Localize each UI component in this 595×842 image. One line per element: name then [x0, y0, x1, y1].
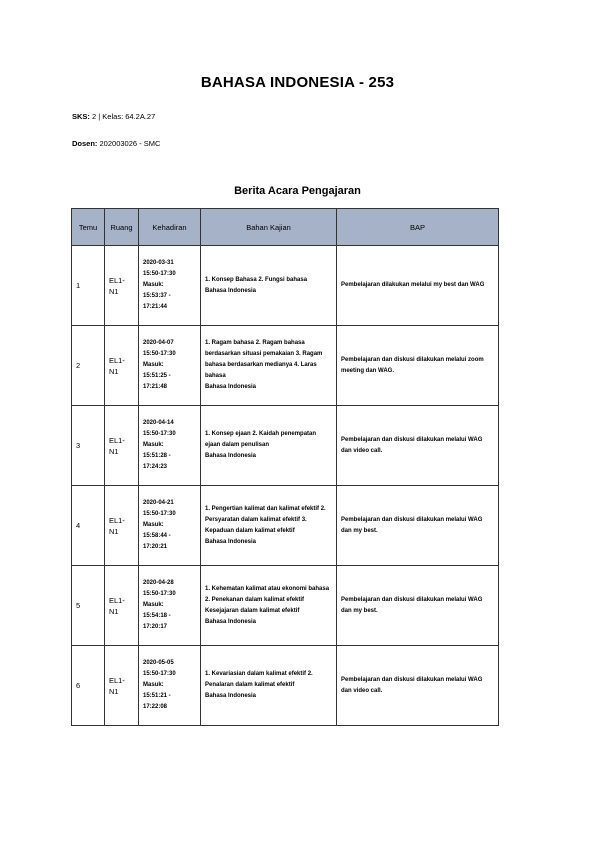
- table-row: [72, 486, 499, 566]
- cell-kehadiran: [139, 406, 201, 486]
- header-temu: Temu: [72, 209, 105, 246]
- attendance-line: 15:58:44 -: [143, 533, 171, 539]
- topic-text: 1. Kehematan kalimat atau ekonomi bahasa 2. Penekanan dalam kalimat efektif Kesejajaran dalam kalimat efektif: [205, 585, 330, 614]
- sks-class-line: [72, 112, 155, 121]
- header-bahan-kajian: Bahan Kajian: [201, 209, 337, 246]
- course-title: BAHASA INDONESIA - 253: [200, 74, 395, 91]
- cell-kehadiran: [139, 566, 201, 646]
- table-row: [72, 246, 499, 326]
- attendance-line: 2020-04-28: [143, 580, 174, 586]
- table-row: [72, 646, 499, 726]
- cell-kehadiran: [139, 326, 201, 406]
- subject-text: Bahasa Indonesia: [205, 287, 257, 294]
- attendance-line: Masuk:: [143, 682, 164, 688]
- cell-bap: Pembelajaran dan diskusi dilakukan melalui zoom meeting dan WAG.: [337, 326, 499, 406]
- attendance-line: 15:50-17:30: [143, 511, 176, 517]
- subject-text: Bahasa Indonesia: [205, 618, 257, 625]
- cell-ruang: EL1-N1: [105, 246, 139, 326]
- table-row: [72, 566, 499, 646]
- attendance-line: Masuk:: [143, 442, 164, 448]
- cell-ruang: EL1-N1: [105, 566, 139, 646]
- header-kehadiran: Kehadiran: [139, 209, 201, 246]
- section-title: Berita Acara Pengajaran: [234, 185, 361, 197]
- subject-text: Bahasa Indonesia: [205, 384, 257, 390]
- cell-ruang: EL1-N1: [105, 326, 139, 406]
- table-row: [72, 326, 499, 406]
- subject-text: Bahasa Indonesia: [205, 453, 257, 459]
- cell-temu: 3: [72, 406, 105, 486]
- cell-temu: 2: [72, 326, 105, 406]
- table-header-row: [72, 209, 499, 246]
- attendance-line: 2020-05-05: [143, 660, 174, 666]
- cell-bap: Pembelajaran dilakukan melalui my best dan WAG: [337, 246, 499, 326]
- topic-text: 1. Kevariasian dalam kalimat efektif 2. Penalaran dalam kalimat efektif: [205, 671, 313, 688]
- attendance-line: 15:50-17:30: [143, 671, 176, 677]
- cell-bahan-kajian: [201, 486, 337, 566]
- attendance-line: 17:21:48: [143, 384, 168, 390]
- attendance-line: 15:51:28 -: [143, 453, 171, 459]
- cell-temu: 5: [72, 566, 105, 646]
- attendance-line: 15:51:21 -: [143, 693, 171, 699]
- cell-bahan-kajian: [201, 646, 337, 726]
- cell-bap: Pembelajaran dan diskusi dilakukan melalui WAG dan video call.: [337, 646, 499, 726]
- lecturer-line: [72, 139, 160, 148]
- cell-bahan-kajian: [201, 406, 337, 486]
- subject-text: Bahasa Indonesia: [205, 538, 257, 545]
- attendance-line: 17:24:23: [143, 464, 168, 470]
- teaching-record-table: [71, 208, 499, 726]
- cell-bap: Pembelajaran dan diskusi dilakukan melalui WAG dan video call.: [337, 406, 499, 486]
- table-row: [72, 406, 499, 486]
- attendance-line: 17:20:17: [143, 624, 168, 630]
- attendance-line: 2020-04-21: [143, 500, 174, 506]
- topic-text: 1. Konsep Bahasa 2. Fungsi bahasa: [205, 276, 308, 283]
- attendance-line: 15:50-17:30: [143, 431, 176, 437]
- cell-bahan-kajian: [201, 566, 337, 646]
- attendance-line: Masuk:: [143, 522, 164, 528]
- attendance-line: Masuk:: [143, 282, 164, 288]
- attendance-line: 2020-04-14: [143, 420, 174, 426]
- cell-temu: 1: [72, 246, 105, 326]
- sks-label: SKS:: [72, 112, 90, 121]
- attendance-line: 15:53:37 -: [143, 293, 171, 299]
- cell-ruang: EL1-N1: [105, 646, 139, 726]
- attendance-line: 17:21:44: [143, 304, 168, 310]
- lecturer-label: Dosen:: [72, 139, 98, 148]
- lecturer-value: 202003026 - SMC: [99, 139, 161, 148]
- attendance-line: 17:22:08: [143, 704, 168, 710]
- attendance-line: Masuk:: [143, 362, 164, 368]
- attendance-line: 15:50-17:30: [143, 351, 176, 357]
- sks-class-value: 2 | Kelas: 64.2A.27: [92, 112, 156, 121]
- cell-kehadiran: [139, 246, 201, 326]
- cell-kehadiran: [139, 646, 201, 726]
- header-ruang: Ruang: [105, 209, 139, 246]
- cell-bahan-kajian: [201, 246, 337, 326]
- attendance-line: 17:20:21: [143, 544, 168, 550]
- cell-bap: Pembelajaran dan diskusi dilakukan melalui WAG dan my best.: [337, 486, 499, 566]
- topic-text: 1. Konsep ejaan 2. Kaidah penempatan ejaan dalam penulisan: [205, 431, 317, 448]
- attendance-line: 15:54:18 -: [143, 613, 171, 619]
- attendance-line: 2020-04-07: [143, 340, 174, 346]
- attendance-line: 15:50-17:30: [143, 591, 176, 597]
- cell-temu: 4: [72, 486, 105, 566]
- attendance-line: 15:51:25 -: [143, 373, 171, 379]
- cell-bap: Pembelajaran dan diskusi dilakukan melalui WAG dan my best.: [337, 566, 499, 646]
- attendance-line: 2020-03-31: [143, 260, 174, 266]
- cell-ruang: EL1-N1: [105, 406, 139, 486]
- cell-temu: 6: [72, 646, 105, 726]
- header-bap: BAP: [337, 209, 499, 246]
- subject-text: Bahasa Indonesia: [205, 693, 257, 699]
- cell-kehadiran: [139, 486, 201, 566]
- topic-text: 1. Ragam bahasa 2. Ragam bahasa berdasarkan situasi pemakaian 3. Ragam bahasa berdasarkan medianya 4. Laras bahasa: [205, 340, 323, 379]
- cell-ruang: EL1-N1: [105, 486, 139, 566]
- topic-text: 1. Pengertian kalimat dan kalimat efektif 2. Persyaratan dalam kalimat efektif 3. Kepaduan dalam kalimat efektif: [205, 505, 326, 534]
- attendance-line: Masuk:: [143, 602, 164, 608]
- cell-bahan-kajian: [201, 326, 337, 406]
- attendance-line: 15:50-17:30: [143, 271, 176, 277]
